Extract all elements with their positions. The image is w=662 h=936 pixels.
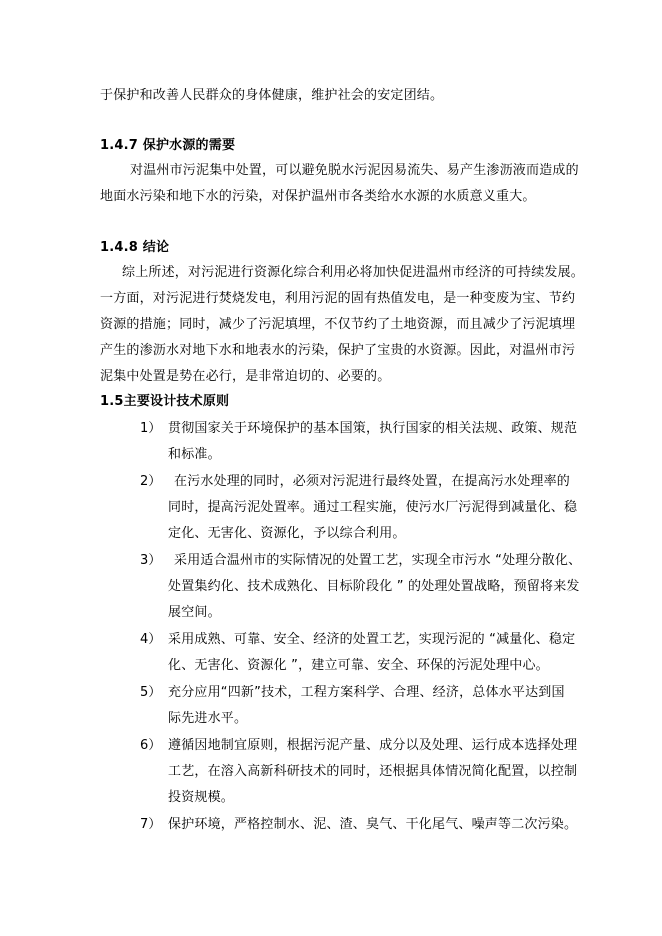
section-1-5-heading: 1.5主要设计技术原则 bbox=[100, 394, 230, 409]
list-item-line: 贯彻国家关于环境保护的基本国策，执行国家的相关法规、政策、规范 bbox=[168, 421, 578, 436]
list-item-line: 工艺，在溶入高新科研技术的同时，还根据具体情况简化配置，以控制 bbox=[168, 764, 578, 779]
list-item-line: 采用适合温州市的实际情况的处置工艺，实现全市污水 “处理分散化、 bbox=[174, 553, 582, 568]
list-item-line: 采用成熟、可靠、安全、经济的处置工艺，实现污泥的 “减量化、稳定 bbox=[168, 632, 576, 647]
list-item-number: 5） bbox=[140, 685, 162, 700]
list-item-line: 充分应用“四新”技术，工程方案科学、合理、经济，总体水平达到国 bbox=[168, 685, 565, 700]
s147-line-1: 对温州市污泥集中处置，可以避免脱水污泥因易流失、易产生渗沥液而造成的 bbox=[130, 163, 579, 178]
list-item-number: 1） bbox=[140, 421, 162, 436]
s147-line-2: 地面水污染和地下水的污染，对保护温州市各类给水水源的水质意义重大。 bbox=[100, 189, 536, 204]
list-item-number: 2） bbox=[140, 474, 162, 489]
s148-line-4: 产生的渗沥水对地下水和地表水的污染，保护了宝贵的水资源。因此，对温州市污 bbox=[100, 343, 576, 358]
list-item-line: 际先进水平。 bbox=[168, 711, 248, 726]
list-item-line: 处置集约化、技术成熟化、目标阶段化 ” 的处理处置战略，预留将来发 bbox=[168, 579, 580, 594]
s148-line-2: 一方面，对污泥进行焚烧发电，利用污泥的固有热值发电，是一种变废为宝、节约 bbox=[100, 291, 576, 306]
list-item-line: 定化、无害化、资源化，予以综合利用。 bbox=[168, 526, 406, 541]
list-item-number: 6） bbox=[140, 738, 162, 753]
s148-line-5: 泥集中处置是势在必行，是非常迫切的、必要的。 bbox=[100, 369, 391, 384]
list-item-line: 展空间。 bbox=[168, 605, 221, 620]
list-item-number: 7） bbox=[140, 817, 162, 832]
s148-line-1: 综上所述，对污泥进行资源化综合利用必将加快促进温州市经济的可持续发展。 bbox=[122, 265, 585, 280]
list-item-number: 3） bbox=[140, 553, 162, 568]
list-item-number: 4） bbox=[140, 632, 162, 647]
s148-line-3: 资源的措施；同时，减少了污泥填埋，不仅节约了土地资源，而且减少了污泥填埋 bbox=[100, 317, 576, 332]
list-item-line: 化、无害化、资源化 ”，建立可靠、安全、环保的污泥处理中心。 bbox=[168, 658, 549, 673]
list-item-line: 遵循因地制宜原则，根据污泥产量、成分以及处理、运行成本选择处理 bbox=[168, 738, 578, 753]
list-item-line: 在污水处理的同时，必须对污泥进行最终处置，在提高污水处理率的 bbox=[174, 474, 571, 489]
list-item-line: 保护环境，严格控制水、泥、渣、臭气、干化尾气、噪声等二次污染。 bbox=[168, 817, 578, 832]
list-item-line: 和标准。 bbox=[168, 447, 221, 462]
section-1-4-7-heading: 1.4.7 保护水源的需要 bbox=[100, 138, 236, 153]
section-1-4-8-heading: 1.4.8 结论 bbox=[100, 240, 170, 255]
list-item-line: 同时，提高污泥处置率。通过工程实施，使污水厂污泥得到减量化、稳 bbox=[168, 500, 578, 515]
list-item-line: 投资规模。 bbox=[168, 790, 235, 805]
intro-line: 于保护和改善人民群众的身体健康，维护社会的安定团结。 bbox=[100, 88, 444, 103]
